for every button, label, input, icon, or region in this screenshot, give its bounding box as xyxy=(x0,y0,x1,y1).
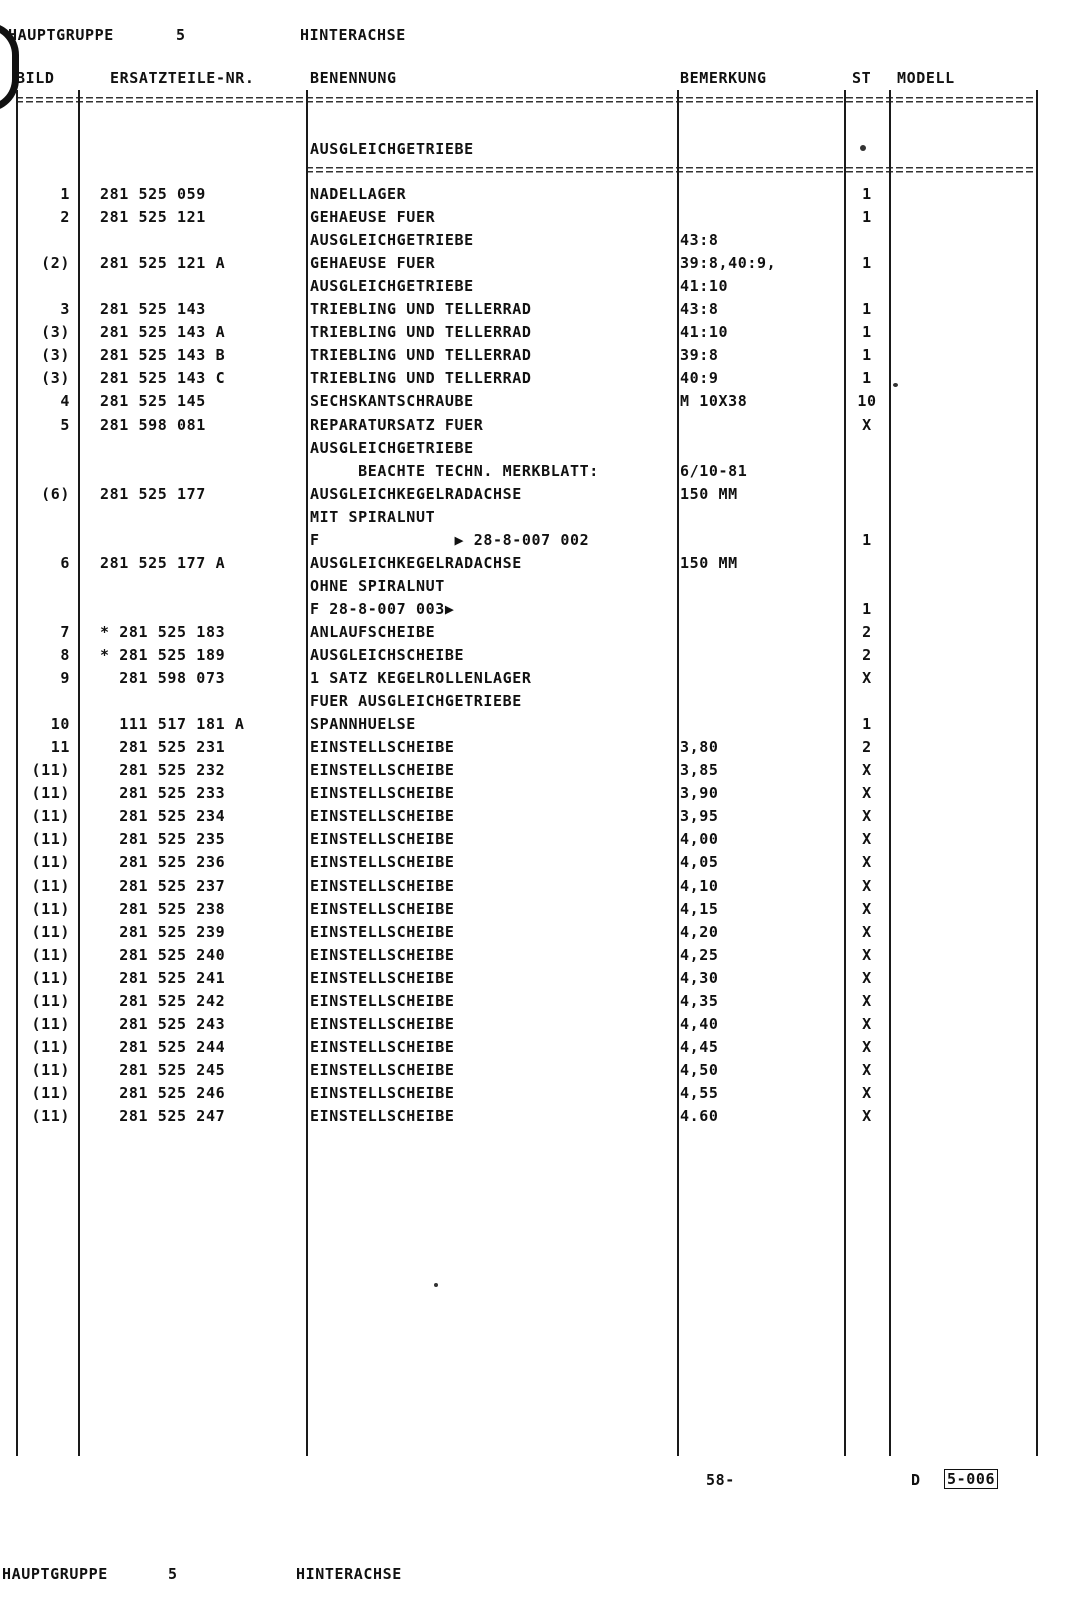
part-number-cell: 281 525 238 xyxy=(100,899,226,918)
part-number-cell: * 281 525 189 xyxy=(100,646,226,664)
remark-cell: 4,15 xyxy=(680,899,719,918)
bild-cell: (11) xyxy=(31,945,70,964)
bild-cell: (3) xyxy=(41,369,70,388)
description-cell: OHNE SPIRALNUT xyxy=(310,576,445,595)
part-number-cell: 281 598 081 xyxy=(100,415,206,434)
remark-cell: 6/10-81 xyxy=(680,461,748,480)
description-cell: TRIEBLING UND TELLERRAD xyxy=(310,346,532,365)
table-row xyxy=(0,392,1081,415)
part-number-cell: 111 517 181 A xyxy=(100,715,245,734)
remark-cell: 39:8 xyxy=(680,346,719,365)
quantity-cell: 10 xyxy=(857,392,877,411)
description-cell: EINSTELLSCHEIBE xyxy=(310,968,455,987)
remark-cell: 43:8 xyxy=(680,300,719,319)
next-group-label: HAUPTGRUPPE xyxy=(2,1565,108,1583)
remark-cell: 4,20 xyxy=(680,922,719,941)
bild-cell: 11 xyxy=(50,738,70,757)
table-row xyxy=(0,784,1081,807)
part-number-cell: 281 525 235 xyxy=(100,830,226,849)
description-cell: EINSTELLSCHEIBE xyxy=(310,1060,455,1079)
quantity-cell: X xyxy=(862,761,872,780)
description-cell: TRIEBLING UND TELLERRAD xyxy=(310,300,532,319)
table-row xyxy=(0,600,1081,623)
bild-cell: (6) xyxy=(41,484,70,503)
table-row xyxy=(0,254,1081,277)
remark-cell: 4,50 xyxy=(680,1060,719,1079)
scan-speck xyxy=(434,1283,438,1287)
column-header-bemerkung: BEMERKUNG xyxy=(680,69,767,87)
bild-cell: (11) xyxy=(31,830,70,849)
part-number-cell: 281 525 059 xyxy=(100,185,206,203)
remark-cell: 43:8 xyxy=(680,231,719,250)
table-row xyxy=(0,969,1081,992)
description-cell: EINSTELLSCHEIBE xyxy=(310,876,455,895)
table-row xyxy=(0,439,1081,462)
remark-cell: 41:10 xyxy=(680,323,729,342)
description-cell: 1 SATZ KEGELROLLENLAGER xyxy=(310,669,532,688)
bild-cell: (11) xyxy=(31,922,70,941)
description-cell: EINSTELLSCHEIBE xyxy=(310,922,455,941)
bild-cell: (3) xyxy=(41,346,70,365)
group-title: HINTERACHSE xyxy=(300,26,406,44)
part-number-cell: 281 525 237 xyxy=(100,876,226,895)
table-row xyxy=(0,923,1081,946)
table-row xyxy=(0,715,1081,738)
quantity-cell: 2 xyxy=(862,646,872,664)
description-cell: AUSGLEICHKEGELRADACHSE xyxy=(310,484,522,503)
description-cell: TRIEBLING UND TELLERRAD xyxy=(310,323,532,342)
table-row xyxy=(0,946,1081,969)
next-group-number: 5 xyxy=(168,1565,178,1583)
quantity-cell: 1 xyxy=(862,208,872,227)
bild-cell: (11) xyxy=(31,899,70,918)
table-row xyxy=(0,1107,1081,1130)
remark-cell: 4,35 xyxy=(680,991,719,1010)
part-number-cell: 281 525 240 xyxy=(100,945,226,964)
bild-cell: (11) xyxy=(31,1014,70,1033)
quantity-cell: 1 xyxy=(862,300,872,319)
bild-cell: 5 xyxy=(60,415,70,434)
table-row xyxy=(0,346,1081,369)
remark-cell: 150 MM xyxy=(680,553,738,572)
column-header-modell: MODELL xyxy=(897,69,955,87)
description-cell: BEACHTE TECHN. MERKBLATT: xyxy=(310,461,599,480)
part-number-cell: 281 525 177 A xyxy=(100,553,226,572)
description-cell: AUSGLEICHKEGELRADACHSE xyxy=(310,553,522,572)
quantity-cell: 1 xyxy=(862,715,872,734)
quantity-cell: X xyxy=(862,807,872,826)
quantity-cell: X xyxy=(862,1107,872,1125)
bild-cell: (11) xyxy=(31,876,70,895)
description-cell: AUSGLEICHSCHEIBE xyxy=(310,646,465,664)
table-row xyxy=(0,300,1081,323)
part-number-cell: 281 525 143 xyxy=(100,300,206,319)
part-number-cell: 281 525 241 xyxy=(100,968,226,987)
table-row xyxy=(0,646,1081,669)
table-row xyxy=(0,185,1081,208)
table-row xyxy=(0,208,1081,231)
table-row xyxy=(0,462,1081,485)
remark-cell: 150 MM xyxy=(680,484,738,503)
description-cell: EINSTELLSCHEIBE xyxy=(310,1083,455,1102)
description-cell: GEHAEUSE FUER xyxy=(310,254,436,273)
description-cell: MIT SPIRALNUT xyxy=(310,507,436,526)
remark-cell: M 10X38 xyxy=(680,392,748,411)
part-number-cell: 281 525 246 xyxy=(100,1083,226,1102)
table-row xyxy=(0,900,1081,923)
table-row xyxy=(0,416,1081,439)
quantity-cell: X xyxy=(862,899,872,918)
description-cell: SPANNHUELSE xyxy=(310,715,416,734)
part-number-cell: 281 525 234 xyxy=(100,807,226,826)
quantity-cell: X xyxy=(862,1014,872,1033)
part-number-cell: 281 525 143 C xyxy=(100,369,226,388)
part-number-cell: 281 525 244 xyxy=(100,1037,226,1056)
quantity-cell: X xyxy=(862,830,872,849)
description-cell: EINSTELLSCHEIBE xyxy=(310,830,455,849)
description-cell: EINSTELLSCHEIBE xyxy=(310,945,455,964)
table-row xyxy=(0,853,1081,876)
quantity-cell: 2 xyxy=(862,622,872,641)
part-number-cell: 281 525 231 xyxy=(100,738,226,757)
table-row xyxy=(0,323,1081,346)
quantity-cell: 1 xyxy=(862,323,872,342)
section-title: AUSGLEICHGETRIEBE xyxy=(310,140,474,158)
quantity-cell: 1 xyxy=(862,530,872,549)
part-number-cell: 281 525 232 xyxy=(100,761,226,780)
quantity-cell: X xyxy=(862,991,872,1010)
bild-cell: 9 xyxy=(60,669,70,688)
table-row xyxy=(0,877,1081,900)
table-row xyxy=(0,761,1081,784)
part-number-cell: 281 525 236 xyxy=(100,853,226,872)
quantity-cell: X xyxy=(862,1083,872,1102)
table-row xyxy=(0,231,1081,254)
description-cell: EINSTELLSCHEIBE xyxy=(310,991,455,1010)
table-row xyxy=(0,531,1081,554)
bild-cell: 3 xyxy=(60,300,70,319)
remark-cell: 40:9 xyxy=(680,369,719,388)
group-label: HAUPTGRUPPE xyxy=(8,26,114,44)
remark-cell: 3,95 xyxy=(680,807,719,826)
bild-cell: 7 xyxy=(60,622,70,641)
table-row xyxy=(0,692,1081,715)
table-row xyxy=(0,669,1081,692)
description-cell: AUSGLEICHGETRIEBE xyxy=(310,277,474,296)
table-row xyxy=(0,830,1081,853)
quantity-cell: X xyxy=(862,853,872,872)
table-row xyxy=(0,1084,1081,1107)
page-number: 58- xyxy=(706,1471,735,1489)
next-group-title: HINTERACHSE xyxy=(296,1565,402,1583)
description-cell: EINSTELLSCHEIBE xyxy=(310,761,455,780)
part-number-cell: 281 525 239 xyxy=(100,922,226,941)
description-cell: EINSTELLSCHEIBE xyxy=(310,899,455,918)
table-row xyxy=(0,738,1081,761)
description-cell: TRIEBLING UND TELLERRAD xyxy=(310,369,532,388)
quantity-cell: 1 xyxy=(862,346,872,365)
remark-cell: 3,80 xyxy=(680,738,719,757)
description-cell: EINSTELLSCHEIBE xyxy=(310,1014,455,1033)
description-cell: FUER AUSGLEICHGETRIEBE xyxy=(310,692,522,711)
table-row xyxy=(0,1015,1081,1038)
description-cell: EINSTELLSCHEIBE xyxy=(310,784,455,803)
remark-cell: 4,55 xyxy=(680,1083,719,1102)
description-cell: SECHSKANTSCHRAUBE xyxy=(310,392,474,411)
column-header-ersatzteile-nr: ERSATZTEILE-NR. xyxy=(110,69,255,87)
quantity-cell: 1 xyxy=(862,185,872,203)
quantity-cell: 1 xyxy=(862,369,872,388)
scan-speck xyxy=(893,383,898,387)
header-rule xyxy=(16,97,1037,103)
quantity-cell: X xyxy=(862,784,872,803)
bild-cell: (11) xyxy=(31,853,70,872)
bild-cell: 8 xyxy=(60,646,70,664)
part-number-cell: 281 525 245 xyxy=(100,1060,226,1079)
description-cell: AUSGLEICHGETRIEBE xyxy=(310,438,474,457)
part-number-cell: * 281 525 183 xyxy=(100,622,226,641)
table-row xyxy=(0,623,1081,646)
description-cell: ANLAUFSCHEIBE xyxy=(310,622,436,641)
remark-cell: 4,40 xyxy=(680,1014,719,1033)
remark-cell: 4,25 xyxy=(680,945,719,964)
part-number-cell: 281 598 073 xyxy=(100,669,226,688)
description-cell: AUSGLEICHGETRIEBE xyxy=(310,231,474,250)
part-number-cell: 281 525 121 xyxy=(100,208,206,227)
remark-cell: 4,00 xyxy=(680,830,719,849)
remark-cell: 4,30 xyxy=(680,968,719,987)
part-number-cell: 281 525 242 xyxy=(100,991,226,1010)
bild-cell: (11) xyxy=(31,1083,70,1102)
bild-cell: (3) xyxy=(41,323,70,342)
column-header-bild: BILD xyxy=(16,69,55,87)
sheet-code: 5-006 xyxy=(944,1469,998,1489)
table-row xyxy=(0,485,1081,508)
quantity-cell: 2 xyxy=(862,738,872,757)
table-row xyxy=(0,992,1081,1015)
remark-cell: 4,45 xyxy=(680,1037,719,1056)
part-number-cell: 281 525 145 xyxy=(100,392,206,411)
group-number: 5 xyxy=(176,26,186,44)
description-cell: REPARATURSATZ FUER xyxy=(310,415,484,434)
bild-cell: 2 xyxy=(60,208,70,227)
remark-cell: 3,85 xyxy=(680,761,719,780)
quantity-cell: X xyxy=(862,1037,872,1056)
section-rule xyxy=(306,167,1037,173)
bild-cell: 10 xyxy=(50,715,70,734)
remark-cell: 4.60 xyxy=(680,1107,719,1125)
bild-cell: (11) xyxy=(31,807,70,826)
table-row xyxy=(0,577,1081,600)
part-number-cell: 281 525 247 xyxy=(100,1107,226,1125)
description-cell: F 28-8-007 003▶ xyxy=(310,599,455,618)
table-row xyxy=(0,554,1081,577)
description-cell: EINSTELLSCHEIBE xyxy=(310,807,455,826)
bild-cell: 1 xyxy=(60,185,70,203)
quantity-cell: X xyxy=(862,945,872,964)
bild-cell: (11) xyxy=(31,1037,70,1056)
part-number-cell: 281 525 177 xyxy=(100,484,206,503)
table-row xyxy=(0,807,1081,830)
footer-letter: D xyxy=(911,1471,921,1489)
table-row xyxy=(0,369,1081,392)
remark-cell: 4,05 xyxy=(680,853,719,872)
description-cell: NADELLAGER xyxy=(310,185,407,203)
bild-cell: (2) xyxy=(41,254,70,273)
quantity-cell: 1 xyxy=(862,254,872,273)
scan-speck xyxy=(860,145,866,151)
quantity-cell: X xyxy=(862,922,872,941)
quantity-cell: X xyxy=(862,1060,872,1079)
bild-cell: (11) xyxy=(31,1060,70,1079)
remark-cell: 41:10 xyxy=(680,277,729,296)
quantity-cell: X xyxy=(862,876,872,895)
description-cell: EINSTELLSCHEIBE xyxy=(310,1107,455,1125)
column-header-st: ST xyxy=(852,69,872,87)
remark-cell: 4,10 xyxy=(680,876,719,895)
bild-cell: (11) xyxy=(31,761,70,780)
description-cell: EINSTELLSCHEIBE xyxy=(310,1037,455,1056)
bild-cell: (11) xyxy=(31,784,70,803)
part-number-cell: 281 525 143 A xyxy=(100,323,226,342)
description-cell: F ▶ 28-8-007 002 xyxy=(310,530,590,549)
quantity-cell: X xyxy=(862,968,872,987)
table-row xyxy=(0,508,1081,531)
description-cell: GEHAEUSE FUER xyxy=(310,208,436,227)
description-cell: EINSTELLSCHEIBE xyxy=(310,853,455,872)
part-number-cell: 281 525 143 B xyxy=(100,346,226,365)
table-row xyxy=(0,277,1081,300)
table-row xyxy=(0,1038,1081,1061)
bild-cell: (11) xyxy=(31,1107,70,1125)
column-header-benennung: BENENNUNG xyxy=(310,69,397,87)
description-cell: EINSTELLSCHEIBE xyxy=(310,738,455,757)
quantity-cell: X xyxy=(862,415,872,434)
part-number-cell: 281 525 121 A xyxy=(100,254,226,273)
quantity-cell: X xyxy=(862,669,872,688)
part-number-cell: 281 525 233 xyxy=(100,784,226,803)
remark-cell: 39:8,40:9, xyxy=(680,254,777,273)
bild-cell: 6 xyxy=(60,553,70,572)
bild-cell: 4 xyxy=(60,392,70,411)
bild-cell: (11) xyxy=(31,991,70,1010)
quantity-cell: 1 xyxy=(862,599,872,618)
bild-cell: (11) xyxy=(31,968,70,987)
part-number-cell: 281 525 243 xyxy=(100,1014,226,1033)
remark-cell: 3,90 xyxy=(680,784,719,803)
table-row xyxy=(0,1061,1081,1084)
